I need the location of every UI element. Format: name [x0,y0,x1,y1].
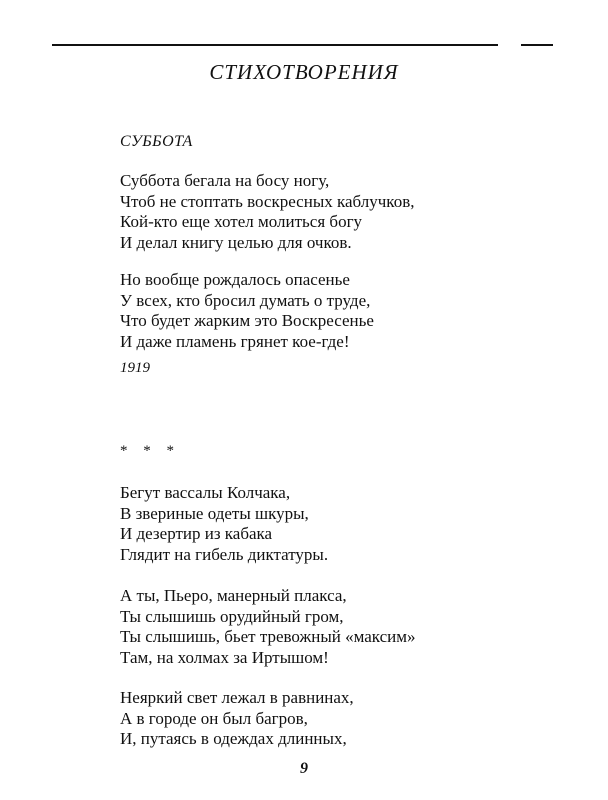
poem-line: Но вообще рождалось опасенье [120,270,350,289]
poem-line: И, путаясь в одеждах длинных, [120,729,347,748]
poem-line: Неяркий свет лежал в равнинах, [120,688,354,707]
poem-title: СУББОТА [120,133,193,150]
header-rule-short [521,44,553,46]
poem2-stanza-1 [120,483,328,565]
page-number: 9 [300,760,308,777]
poem-date: 1919 [120,360,150,376]
poem2-stanza-3 [120,688,354,750]
poem-line: И делал книгу целью для очков. [120,232,352,252]
poem-line: Чтоб не стоптать воскресных каблучков, [120,191,415,211]
poem-line: В звериные одеты шкуры, [120,503,309,523]
poem-line: А ты, Пьеро, манерный плакса, [120,586,347,605]
poem1-stanza-2 [120,270,374,352]
poem-line: Бегут вассалы Колчака, [120,483,291,502]
poem-line: Что будет жарким это Воскресенье [120,311,374,330]
poem-line: Суббота бегала на босу ногу, [120,171,330,190]
poem-line: Ты слышишь орудийный гром, [120,606,344,626]
poem-line: У всех, кто бросил думать о труде, [120,290,371,310]
poem-line: Кой-кто еще хотел молиться богу [120,212,363,231]
header-rule [52,44,498,46]
poem-line: Там, на холмах за Иртышом! [120,647,329,667]
poem-title-asterisks: * * * [120,443,180,459]
poem-line: И даже пламень грянет кое-где! [120,331,350,351]
poem2-stanza-2 [120,586,416,668]
poem-line: Глядит на гибель диктатуры. [120,544,329,564]
poem-line: А в городе он был багров, [120,708,308,728]
poem1-stanza-1 [120,171,414,253]
page-title: СТИХОТВОРЕНИЯ [209,60,399,84]
poem-line: Ты слышишь, бьет тревожный «максим» [120,627,416,646]
poem-line: И дезертир из кабака [120,524,273,543]
